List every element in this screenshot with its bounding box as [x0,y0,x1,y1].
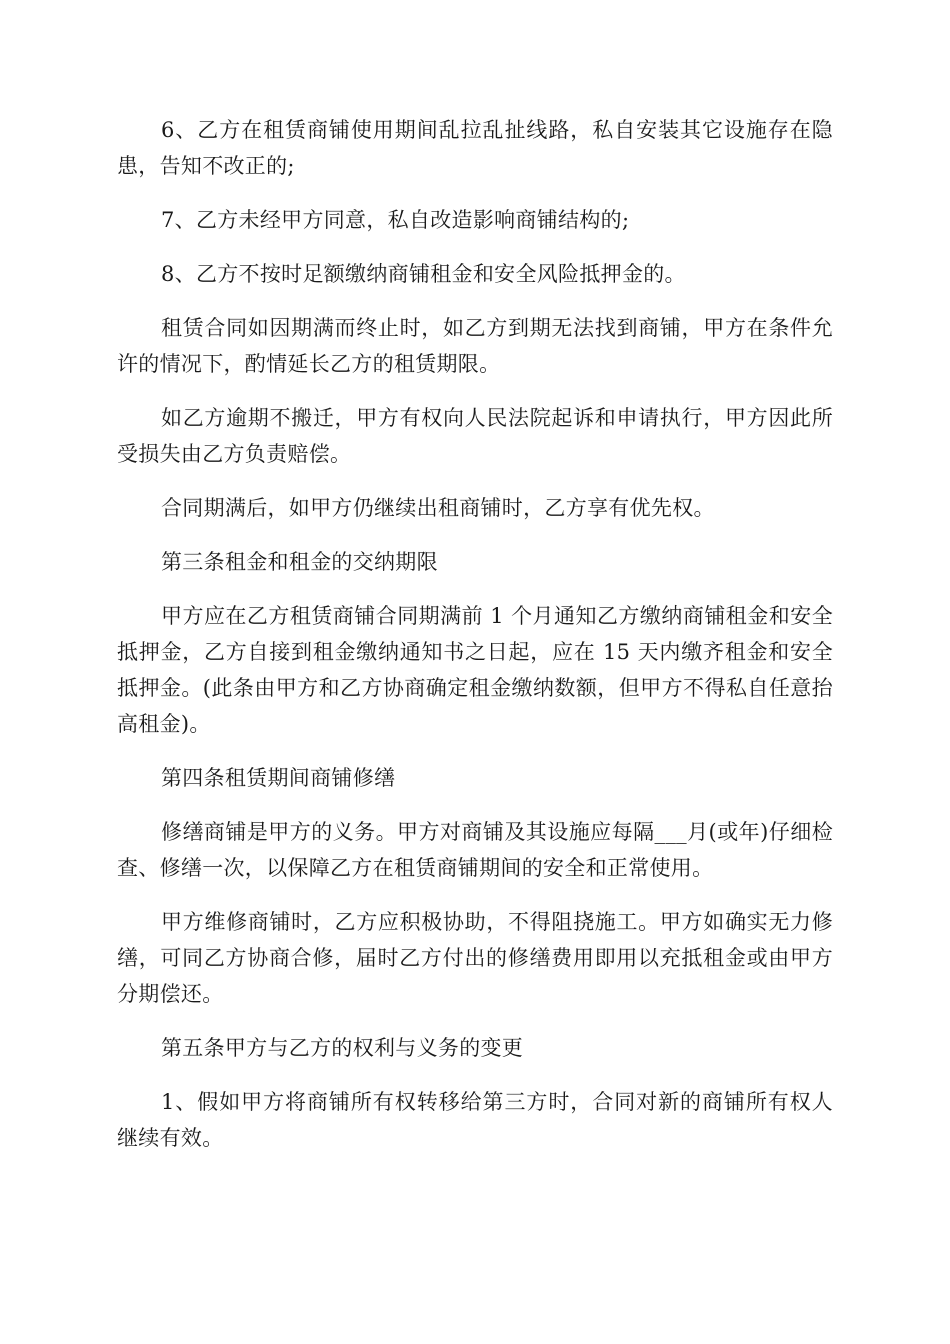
rent-payment-paragraph: 甲方应在乙方租赁商铺合同期满前 1 个月通知乙方缴纳商铺租金和安全抵押金，乙方自接到租金缴纳通知书之日起，应在 15 天内缴齐租金和安全抵押金。(此条由甲方和乙方协商确定租金缴纳数额，但甲方不得私自任意抬高租金)。 [117,604,833,736]
priority-right-paragraph: 合同期满后，如甲方仍继续出租商铺时，乙方享有优先权。 [161,496,715,520]
overdue-relocation-paragraph: 如乙方逾期不搬迁，甲方有权向人民法院起诉和申请执行，甲方因此所受损失由乙方负责赔偿。 [117,406,833,466]
clause-item-6: 6、乙方在租赁商铺使用期间乱拉乱扯线路，私自安装其它设施存在隐患，告知不改正的; [117,118,833,178]
repair-cooperation-paragraph: 甲方维修商铺时，乙方应积极协助，不得阻挠施工。甲方如确实无力修缮，可同乙方协商合修，届时乙方付出的修缮费用即用以充抵租金或由甲方分期偿还。 [117,910,833,1006]
repair-duty-paragraph: 修缮商铺是甲方的义务。甲方对商铺及其设施应每隔___月(或年)仔细检查、修缮一次，以保障乙方在租赁商铺期间的安全和正常使用。 [117,820,833,880]
clause-item-8: 8、乙方不按时足额缴纳商铺租金和安全风险抵押金的。 [161,262,686,286]
ownership-transfer-paragraph: 1、假如甲方将商铺所有权转移给第三方时，合同对新的商铺所有权人继续有效。 [117,1090,833,1150]
clause-item-7: 7、乙方未经甲方同意，私自改造影响商铺结构的; [161,208,630,232]
article-5-heading: 第五条甲方与乙方的权利与义务的变更 [161,1036,524,1060]
article-3-heading: 第三条租金和租金的交纳期限 [161,550,438,574]
article-4-heading: 第四条租赁期间商铺修缮 [161,766,396,790]
lease-extension-paragraph: 租赁合同如因期满而终止时，如乙方到期无法找到商铺，甲方在条件允许的情况下，酌情延长乙方的租赁期限。 [117,316,833,376]
